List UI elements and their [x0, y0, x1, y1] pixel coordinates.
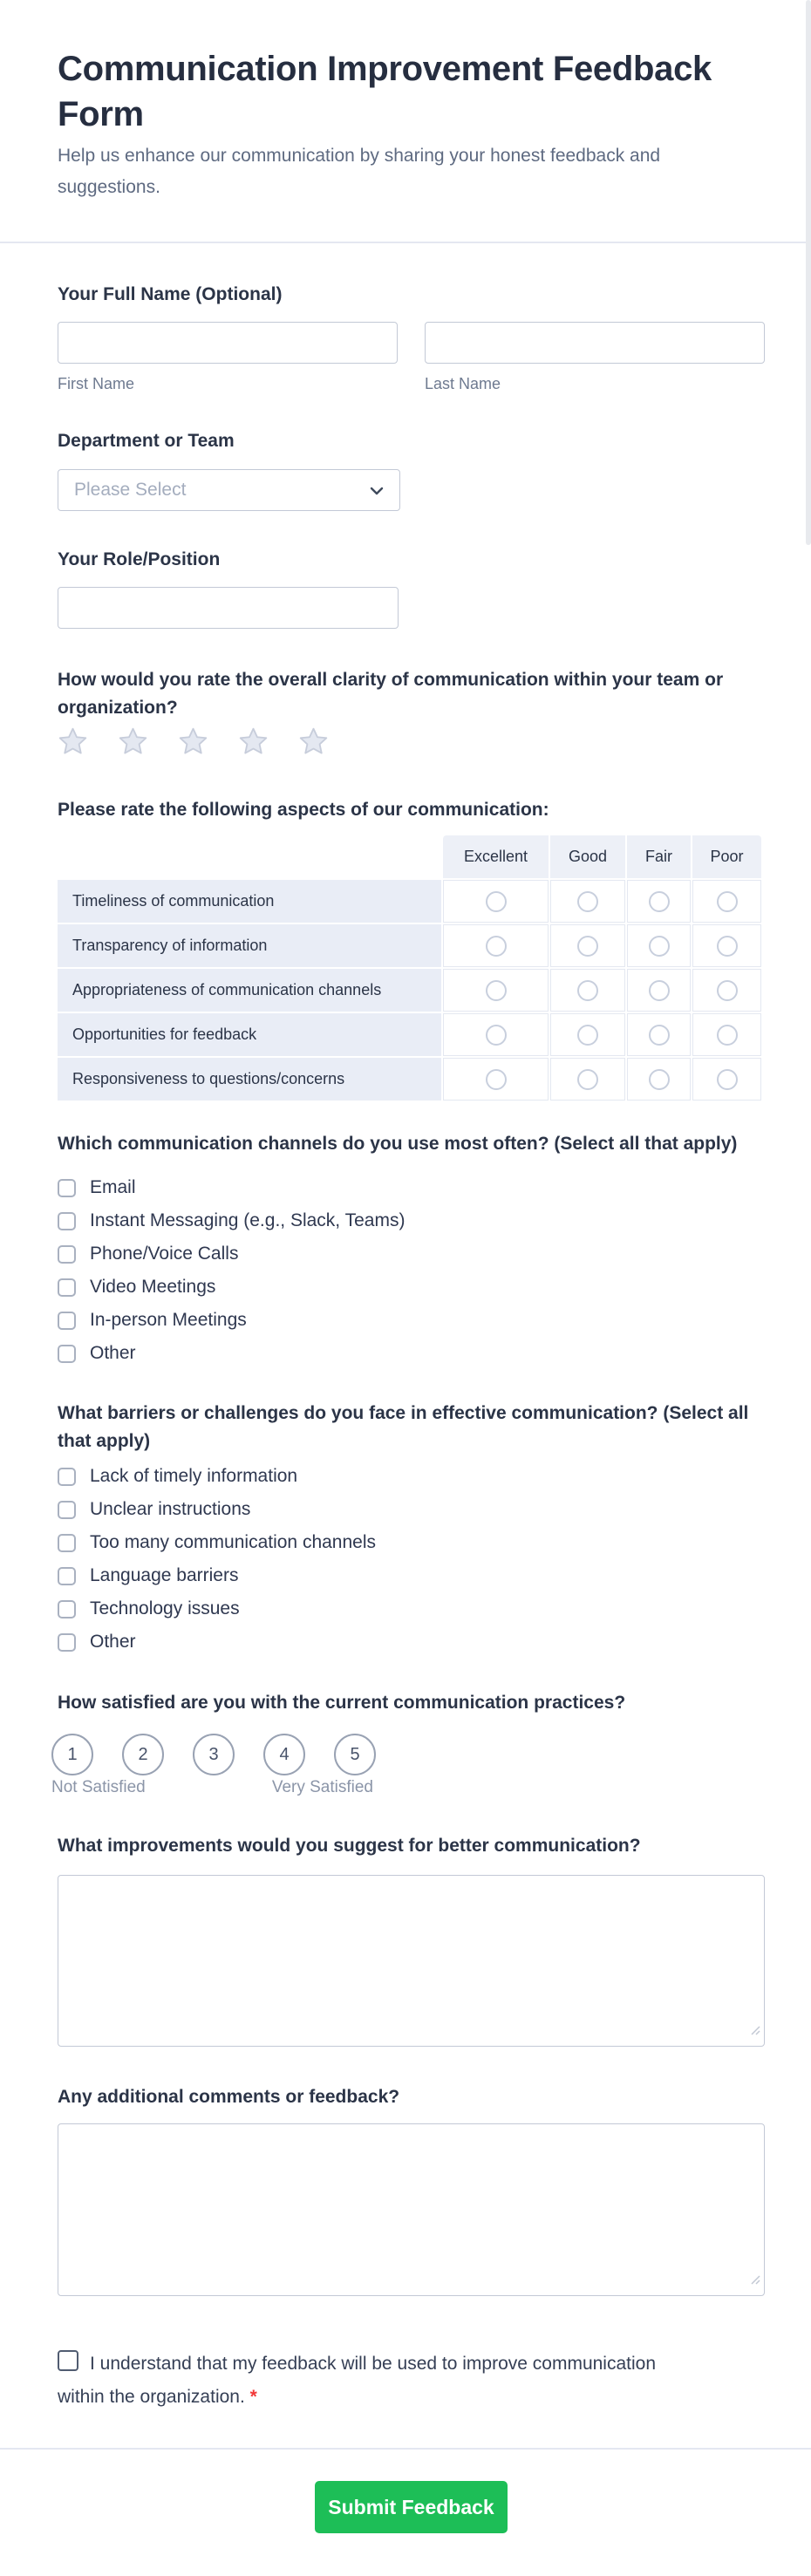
- matrix-col-header: Good: [550, 835, 625, 878]
- rating-matrix: [56, 834, 763, 1102]
- checkbox-option: [58, 1559, 765, 1592]
- channels-label: Which communication channels do you use most often? (Select all that apply): [58, 1134, 738, 1154]
- matrix-row: [58, 924, 761, 967]
- star-icon[interactable]: [297, 726, 330, 758]
- scale-min-label: Not Satisfied: [51, 1778, 146, 1796]
- question-matrix: [58, 797, 765, 1102]
- matrix-radio[interactable]: [717, 980, 738, 1001]
- option-label: Phone/Voice Calls: [90, 1244, 239, 1264]
- option-label: Other: [90, 1343, 136, 1363]
- star-rating: [57, 726, 765, 758]
- matrix-radio[interactable]: [717, 891, 738, 912]
- channel-checkbox[interactable]: [58, 1312, 76, 1330]
- clarity-label: How would you rate the overall clarity of communication within your team or organization?: [58, 670, 724, 718]
- channel-checkbox[interactable]: [58, 1212, 76, 1230]
- matrix-radio[interactable]: [717, 936, 738, 957]
- option-label: Language barriers: [90, 1565, 239, 1585]
- first-name-input[interactable]: [58, 322, 398, 364]
- department-label: Department or Team: [58, 431, 235, 451]
- satisfaction-label: How satisfied are you with the current communication practices?: [58, 1693, 626, 1713]
- matrix-row: [58, 1013, 761, 1056]
- scale-max-label: Very Satisfied: [271, 1778, 373, 1796]
- matrix-radio[interactable]: [486, 936, 507, 957]
- matrix-radio[interactable]: [649, 1069, 670, 1090]
- scale-option-2[interactable]: 2: [122, 1734, 164, 1775]
- option-label: Other: [90, 1632, 136, 1652]
- option-label: Too many communication channels: [90, 1532, 377, 1552]
- matrix-col-header: Fair: [627, 835, 691, 878]
- matrix-row-label: Appropriateness of communication channels: [58, 969, 441, 1012]
- checkbox-option: [58, 1592, 765, 1625]
- matrix-row-label: Opportunities for feedback: [58, 1013, 441, 1056]
- checkbox-option: [58, 1493, 765, 1526]
- improvements-label: What improvements would you suggest for better communication?: [58, 1836, 641, 1856]
- option-label: In-person Meetings: [90, 1310, 247, 1330]
- channel-checkbox[interactable]: [58, 1278, 76, 1297]
- consent-field: [58, 2348, 765, 2414]
- checkbox-option: [58, 1204, 765, 1237]
- form-subtitle: Help us enhance our communication by sharing your honest feedback and suggestions.: [58, 146, 661, 197]
- channel-checkbox[interactable]: [58, 1345, 76, 1363]
- matrix-radio[interactable]: [717, 1069, 738, 1090]
- question-barriers: [58, 1400, 765, 1659]
- resize-handle-icon[interactable]: [748, 2023, 760, 2040]
- checkbox-option: [58, 1460, 765, 1493]
- matrix-radio[interactable]: [486, 980, 507, 1001]
- matrix-radio[interactable]: [649, 936, 670, 957]
- matrix-corner-cell: [58, 835, 441, 878]
- page-title: Communication Improvement Feedback Form: [58, 50, 712, 133]
- comments-label: Any additional comments or feedback?: [58, 2087, 400, 2107]
- scale-option-5[interactable]: 5: [334, 1734, 376, 1775]
- option-label: Email: [90, 1177, 136, 1197]
- barrier-checkbox[interactable]: [58, 1633, 76, 1652]
- form-header: [58, 0, 765, 203]
- department-select[interactable]: [58, 469, 400, 511]
- matrix-radio[interactable]: [577, 980, 598, 1001]
- barrier-checkbox[interactable]: [58, 1468, 76, 1486]
- scale-endpoint-labels: [51, 1778, 373, 1797]
- matrix-radio[interactable]: [717, 1025, 738, 1046]
- role-label: Your Role/Position: [58, 549, 221, 569]
- last-name-input[interactable]: [425, 322, 765, 364]
- matrix-radio[interactable]: [577, 936, 598, 957]
- matrix-row-label: Responsiveness to questions/concerns: [58, 1058, 441, 1101]
- option-label: Instant Messaging (e.g., Slack, Teams): [90, 1210, 406, 1230]
- matrix-header-row: [58, 835, 761, 878]
- checkbox-option: [58, 1271, 765, 1304]
- option-label: Technology issues: [90, 1598, 240, 1619]
- question-satisfaction: [51, 1690, 765, 1797]
- scrollbar-thumb[interactable]: [806, 0, 811, 545]
- consent-checkbox[interactable]: [58, 2350, 78, 2371]
- channel-checkbox[interactable]: [58, 1179, 76, 1197]
- option-label: Video Meetings: [90, 1277, 216, 1297]
- matrix-radio[interactable]: [649, 1025, 670, 1046]
- option-label: Unclear instructions: [90, 1499, 251, 1519]
- question-full-name: [58, 282, 765, 393]
- question-department: [58, 428, 765, 511]
- matrix-row-label: Timeliness of communication: [58, 880, 441, 923]
- matrix-radio[interactable]: [486, 891, 507, 912]
- required-asterisk: *: [249, 2387, 257, 2407]
- matrix-radio[interactable]: [577, 891, 598, 912]
- question-clarity: [58, 666, 765, 758]
- matrix-row: [58, 1058, 761, 1101]
- improvements-textarea[interactable]: [58, 1875, 765, 2047]
- checkbox-option: [58, 1526, 765, 1559]
- barriers-label: What barriers or challenges do you face in effective communication? (Select all that apply): [58, 1403, 749, 1451]
- star-icon[interactable]: [237, 726, 269, 758]
- matrix-radio[interactable]: [486, 1025, 507, 1046]
- matrix-radio[interactable]: [486, 1069, 507, 1090]
- barrier-checkbox[interactable]: [58, 1567, 76, 1585]
- comments-textarea[interactable]: [58, 2123, 765, 2296]
- channel-checkbox[interactable]: [58, 1245, 76, 1264]
- matrix-row: [58, 969, 761, 1012]
- checkbox-option: [58, 1171, 765, 1204]
- question-role: [58, 547, 765, 629]
- header-divider: [0, 242, 811, 243]
- question-improvements: [58, 1833, 765, 2047]
- channels-options: [58, 1171, 765, 1370]
- question-channels: [58, 1131, 765, 1370]
- star-icon[interactable]: [177, 726, 209, 758]
- star-icon[interactable]: [117, 726, 149, 758]
- submit-button[interactable]: Submit Feedback: [315, 2481, 508, 2533]
- scale-option-1[interactable]: 1: [51, 1734, 93, 1775]
- matrix-col-header: Excellent: [443, 835, 549, 878]
- checkbox-option: [58, 1304, 765, 1337]
- checkbox-option: [58, 1625, 765, 1659]
- matrix-radio[interactable]: [577, 1069, 598, 1090]
- matrix-col-header: Poor: [692, 835, 761, 878]
- matrix-radio[interactable]: [649, 980, 670, 1001]
- scale-option-4[interactable]: 4: [263, 1734, 305, 1775]
- consent-label: I understand that my feedback will be used to improve communication within the organization.: [58, 2354, 657, 2407]
- barriers-options: [58, 1460, 765, 1659]
- chevron-down-icon: [368, 482, 385, 504]
- matrix-row-label: Transparency of information: [58, 924, 441, 967]
- consent-text: [58, 2348, 677, 2414]
- matrix-label: Please rate the following aspects of our communication:: [58, 800, 549, 820]
- scale-option-3[interactable]: 3: [193, 1734, 235, 1775]
- satisfaction-scale: [51, 1734, 765, 1775]
- barrier-checkbox[interactable]: [58, 1534, 76, 1552]
- resize-handle-icon[interactable]: [748, 2273, 760, 2289]
- select-placeholder: Please Select: [74, 480, 187, 500]
- checkbox-option: [58, 1237, 765, 1271]
- star-icon[interactable]: [57, 726, 89, 758]
- checkbox-option: [58, 1337, 765, 1370]
- last-name-sublabel: Last Name: [425, 375, 501, 392]
- matrix-radio[interactable]: [649, 891, 670, 912]
- barrier-checkbox[interactable]: [58, 1501, 76, 1519]
- question-comments: [58, 2084, 765, 2296]
- footer-divider: [0, 2448, 811, 2450]
- barrier-checkbox[interactable]: [58, 1600, 76, 1619]
- full-name-label: Your Full Name (Optional): [58, 284, 283, 304]
- role-input[interactable]: [58, 587, 399, 629]
- first-name-sublabel: First Name: [58, 375, 135, 392]
- matrix-row: [58, 880, 761, 923]
- matrix-radio[interactable]: [577, 1025, 598, 1046]
- option-label: Lack of timely information: [90, 1466, 298, 1486]
